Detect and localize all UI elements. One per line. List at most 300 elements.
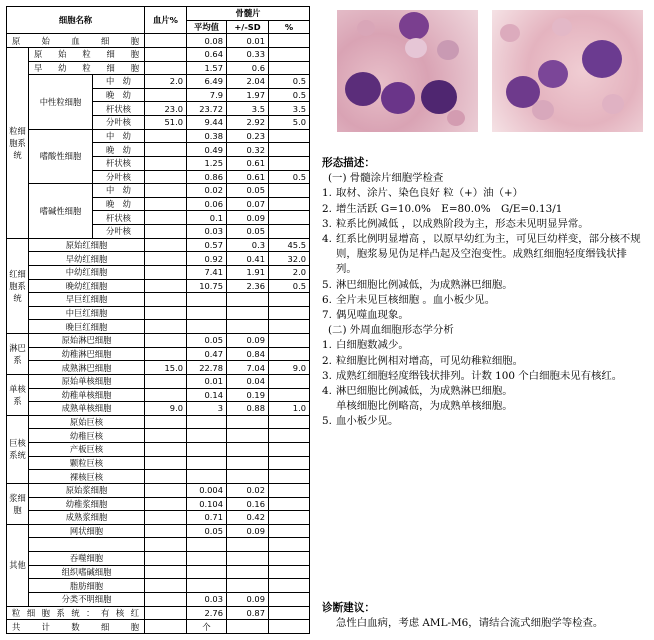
pct-value [269, 538, 310, 552]
marrow-header: 骨髓片 [187, 7, 310, 21]
mean-value: 0.03 [187, 592, 227, 606]
blood-pct-value [145, 238, 187, 252]
sd-value: 0.88 [227, 402, 269, 416]
cell-name: 产板巨核 [29, 443, 145, 457]
table-row [7, 47, 310, 61]
pct-value [269, 565, 310, 579]
finding-item [322, 232, 647, 278]
total-blood [145, 620, 187, 634]
cell-name: 原始巨核 [29, 415, 145, 429]
blood-pct-value [145, 388, 187, 402]
mean-value: 0.14 [187, 388, 227, 402]
sd-value [227, 565, 269, 579]
table-row [7, 293, 310, 307]
blood-pct-value: 2.0 [145, 75, 187, 89]
finding-text: 淋巴细胞比例减低，为成熟淋巴细胞。 [336, 278, 513, 291]
sd-value [227, 443, 269, 457]
table-row [7, 361, 310, 375]
blood-pct-value [145, 347, 187, 361]
mean-value [187, 456, 227, 470]
table-row [7, 402, 310, 416]
blood-pct-value [145, 415, 187, 429]
bone-marrow-micrograph-2 [492, 10, 643, 132]
blood-pct-value [145, 538, 187, 552]
cell-name: 中巨红细胞 [29, 306, 145, 320]
pct-value: 3.5 [269, 102, 310, 116]
finding-text: 粒系比例减低 ，以成熟阶段为主，形态未见明显异常。 [336, 217, 589, 230]
diagnosis-text: 急性白血病，考虑 AML-M6，请结合流式细胞学等检查。 [336, 617, 604, 629]
finding-text: 取材、涂片、染色良好 粒（+）油（+） [336, 187, 523, 200]
mean-value [187, 579, 227, 593]
cell-name: 裸核巨核 [29, 470, 145, 484]
finding-item [322, 414, 647, 429]
pct-value [269, 456, 310, 470]
blood-pct-value [145, 184, 187, 198]
pct-value: 0.5 [269, 279, 310, 293]
cell-name [29, 538, 145, 552]
cell-name: 幼稚淋巴细胞 [29, 347, 145, 361]
cell-name-header: 细胞名称 [7, 7, 145, 34]
cell-name: 吞噬细胞 [29, 552, 145, 566]
subcategory-label: 嗜酸性细胞 [29, 129, 93, 184]
blood-pct-value [145, 497, 187, 511]
cell-name: 幼稚巨核 [29, 429, 145, 443]
blood-pct-value [145, 565, 187, 579]
sd-value: 0.3 [227, 238, 269, 252]
sd-value: 2.92 [227, 116, 269, 130]
table-row [7, 592, 310, 606]
cell-name: 组织嗜碱细胞 [29, 565, 145, 579]
table-row [7, 265, 310, 279]
sd-header: +/-SD [227, 20, 269, 34]
category-label: 淋巴系 [7, 334, 29, 375]
total-unit: 个 [187, 620, 227, 634]
cell-name: 早幼红细胞 [29, 252, 145, 266]
blood-pct-value [145, 592, 187, 606]
cell-name: 幼稚单核细胞 [29, 388, 145, 402]
sd-value: 0.05 [227, 184, 269, 198]
ratio-row [7, 606, 310, 620]
sd-value [227, 470, 269, 484]
cell-name: 分叶核 [93, 170, 145, 184]
cell-name: 晚 幼 [93, 197, 145, 211]
sd-value: 0.01 [227, 34, 269, 48]
mean-value: 0.38 [187, 129, 227, 143]
total-label: 共 计 数 细 胞 [7, 620, 145, 634]
table-row [7, 347, 310, 361]
blood-pct-value [145, 252, 187, 266]
finding-text: 白细胞数减少。 [336, 339, 409, 352]
mean-value: 0.47 [187, 347, 227, 361]
cell-name: 杆状核 [93, 102, 145, 116]
sd-value [227, 415, 269, 429]
blood-pct-value [145, 552, 187, 566]
finding-text: 粒细胞比例相对增高，可见幼稚粒细胞。 [336, 354, 524, 367]
finding-text: 增生活跃 G=10.0% E=80.0% G/E=0.13/1 [336, 202, 563, 215]
sd-value: 0.33 [227, 47, 269, 61]
blood-pct-value [145, 293, 187, 307]
sd-value: 0.09 [227, 524, 269, 538]
category-label: 红细胞系统 [7, 238, 29, 333]
pct-value: 5.0 [269, 116, 310, 130]
cell-name: 原始红细胞 [29, 238, 145, 252]
pct-value: 2.0 [269, 265, 310, 279]
table-row [7, 334, 310, 348]
pct-value [269, 374, 310, 388]
table-row [7, 429, 310, 443]
table-row [7, 456, 310, 470]
blood-pct-value [145, 470, 187, 484]
table-row [7, 524, 310, 538]
cell-name: 中幼红细胞 [29, 265, 145, 279]
sd-value: 0.32 [227, 143, 269, 157]
finding-number: 4. [322, 385, 332, 398]
blood-pct-value [145, 429, 187, 443]
pct-value [269, 347, 310, 361]
finding-number: 5. [322, 278, 332, 291]
diagnosis-block [322, 601, 647, 631]
sd-value [227, 293, 269, 307]
pct-value [269, 34, 310, 48]
pct-value [269, 197, 310, 211]
blood-pct-header: 血片% [145, 7, 187, 34]
finding-number: 2. [322, 202, 332, 215]
cell-name: 原始浆细胞 [29, 483, 145, 497]
blood-pct-value [145, 334, 187, 348]
table-row [7, 61, 310, 75]
sd-value: 0.04 [227, 374, 269, 388]
blood-pct-value [145, 143, 187, 157]
pct-value [269, 61, 310, 75]
pct-value [269, 592, 310, 606]
table-row [7, 75, 310, 89]
pct-value [269, 429, 310, 443]
sd-value: 0.02 [227, 483, 269, 497]
sd-value: 0.09 [227, 211, 269, 225]
sd-value: 0.23 [227, 129, 269, 143]
pct-value [269, 306, 310, 320]
blood-pct-value: 15.0 [145, 361, 187, 375]
blood-pct-value [145, 61, 187, 75]
mean-value: 0.86 [187, 170, 227, 184]
mean-value: 0.004 [187, 483, 227, 497]
mean-value: 10.75 [187, 279, 227, 293]
blood-findings-list [322, 338, 647, 429]
blood-pct-value [145, 279, 187, 293]
sd-value: 3.5 [227, 102, 269, 116]
sd-value: 0.61 [227, 156, 269, 170]
finding-number: 3. [322, 217, 332, 230]
ratio-sd: 0.87 [227, 606, 269, 620]
sd-value [227, 306, 269, 320]
mean-value: 0.104 [187, 497, 227, 511]
category-label: 粒细胞系统 [7, 47, 29, 238]
table-row [7, 388, 310, 402]
blood-pct-value [145, 443, 187, 457]
finding-item [322, 369, 647, 384]
cell-name: 幼稚浆细胞 [29, 497, 145, 511]
finding-item [322, 354, 647, 369]
mean-value [187, 415, 227, 429]
mean-value [187, 320, 227, 334]
pct-value [269, 497, 310, 511]
pct-value [269, 388, 310, 402]
sd-value: 0.41 [227, 252, 269, 266]
finding-text: 红系比例明显增高 ，以原早幼红为主，可见巨幼样变，部分核不规则，胞浆易见伪足样凸起及空泡变性。成熟红细胞轻度缗钱状排列。 [336, 233, 641, 276]
mean-value [187, 538, 227, 552]
mean-value: 0.03 [187, 225, 227, 239]
blood-pct-value [145, 306, 187, 320]
mean-value: 0.49 [187, 143, 227, 157]
mean-value: 0.57 [187, 238, 227, 252]
finding-item [322, 399, 647, 414]
mean-value: 0.02 [187, 184, 227, 198]
cell-name: 杆状核 [93, 211, 145, 225]
finding-item [322, 186, 647, 201]
table-row [7, 511, 310, 525]
finding-item [322, 278, 647, 293]
total-pct [269, 620, 310, 634]
finding-number: 6. [322, 293, 332, 306]
sd-value: 1.97 [227, 88, 269, 102]
blood-pct-value [145, 34, 187, 48]
pct-value: 0.5 [269, 75, 310, 89]
blood-pct-value [145, 197, 187, 211]
subcategory-label: 中性粒细胞 [29, 75, 93, 130]
cell-name: 分叶核 [93, 116, 145, 130]
table-row [7, 34, 310, 48]
cell-name: 分类不明细胞 [29, 592, 145, 606]
sd-value: 2.04 [227, 75, 269, 89]
mean-value: 0.1 [187, 211, 227, 225]
finding-text: 单核细胞比例略高，为成熟单核细胞。 [336, 400, 513, 413]
mean-value [187, 470, 227, 484]
mean-value [187, 552, 227, 566]
blood-pct-value [145, 129, 187, 143]
mean-value: 22.78 [187, 361, 227, 375]
blood-pct-value [145, 211, 187, 225]
mean-value: 0.06 [187, 197, 227, 211]
cell-name: 原始淋巴细胞 [29, 334, 145, 348]
table-row [7, 579, 310, 593]
mean-value: 0.08 [187, 34, 227, 48]
sd-value: 0.09 [227, 334, 269, 348]
blood-section-heading: (二) 外周血细胞形态学分析 [328, 324, 454, 337]
finding-item [322, 308, 647, 323]
sd-value: 0.07 [227, 197, 269, 211]
pct-value [269, 129, 310, 143]
pct-value [269, 415, 310, 429]
cell-name: 原始单核细胞 [29, 374, 145, 388]
pct-value [269, 483, 310, 497]
table-row [7, 483, 310, 497]
cell-name: 早 幼 粒 细 胞 [29, 61, 145, 75]
cell-name: 杆状核 [93, 156, 145, 170]
blood-pct-value: 9.0 [145, 402, 187, 416]
finding-number: 3. [322, 369, 332, 382]
sd-value: 0.16 [227, 497, 269, 511]
sd-value [227, 538, 269, 552]
category-label: 浆细胞 [7, 483, 29, 524]
blood-pct-value [145, 320, 187, 334]
blood-pct-value [145, 456, 187, 470]
pct-header: % [269, 20, 310, 34]
mean-value [187, 293, 227, 307]
finding-number: 2. [322, 354, 332, 367]
subcategory-label: 嗜碱性细胞 [29, 184, 93, 239]
pct-value [269, 156, 310, 170]
cell-name: 晚幼红细胞 [29, 279, 145, 293]
total-row [7, 620, 310, 634]
mean-value: 3 [187, 402, 227, 416]
mean-value [187, 443, 227, 457]
pct-value: 0.5 [269, 88, 310, 102]
finding-number: 5. [322, 415, 332, 428]
mean-value: 23.72 [187, 102, 227, 116]
mean-value: 1.57 [187, 61, 227, 75]
finding-item [322, 202, 647, 217]
pct-value: 32.0 [269, 252, 310, 266]
finding-text: 成熟红细胞轻度缗钱状排列。计数 100 个白细胞未见有核红。 [336, 369, 623, 382]
mean-value [187, 429, 227, 443]
sd-value [227, 552, 269, 566]
cell-name: 晚 幼 [93, 143, 145, 157]
finding-number: 1. [322, 187, 332, 200]
morphology-description [322, 156, 647, 430]
pct-value [269, 443, 310, 457]
cell-name: 分叶核 [93, 225, 145, 239]
pct-value [269, 211, 310, 225]
pct-value: 1.0 [269, 402, 310, 416]
cell-name: 中 幼 [93, 184, 145, 198]
mean-value: 0.05 [187, 334, 227, 348]
ratio-pct [269, 606, 310, 620]
pct-value [269, 320, 310, 334]
pct-value [269, 470, 310, 484]
blood-pct-value [145, 170, 187, 184]
mean-value: 7.9 [187, 88, 227, 102]
category-label: 其他 [7, 524, 29, 606]
table-row [7, 565, 310, 579]
mean-value [187, 306, 227, 320]
ratio-blood [145, 606, 187, 620]
table-row [7, 320, 310, 334]
pct-value [269, 293, 310, 307]
mean-value: 6.49 [187, 75, 227, 89]
table-row [7, 279, 310, 293]
sd-value [227, 456, 269, 470]
category-label: 巨核系统 [7, 415, 29, 483]
cell-name: 原 始 血 细 胞 [7, 34, 145, 48]
sd-value: 0.61 [227, 170, 269, 184]
pct-value [269, 511, 310, 525]
blood-pct-value: 51.0 [145, 116, 187, 130]
sd-value [227, 579, 269, 593]
finding-number: 7. [322, 309, 332, 322]
pct-value: 45.5 [269, 238, 310, 252]
blood-pct-value [145, 524, 187, 538]
table-row [7, 252, 310, 266]
finding-text: 血小板少见。 [336, 415, 399, 428]
table-row [7, 538, 310, 552]
mean-value: 1.25 [187, 156, 227, 170]
category-label: 单核系 [7, 374, 29, 415]
mean-value: 7.41 [187, 265, 227, 279]
finding-item [322, 384, 647, 399]
cell-name: 晚 幼 [93, 88, 145, 102]
morphology-title: 形态描述： [322, 157, 375, 169]
blood-pct-value [145, 88, 187, 102]
mean-value: 9.44 [187, 116, 227, 130]
blood-pct-value [145, 374, 187, 388]
cell-name: 颗粒巨核 [29, 456, 145, 470]
total-sd [227, 620, 269, 634]
cell-name: 成熟淋巴细胞 [29, 361, 145, 375]
blood-pct-value [145, 47, 187, 61]
finding-number: 4. [322, 233, 332, 246]
table-row [7, 184, 310, 198]
cell-name: 脂肪细胞 [29, 579, 145, 593]
finding-text: 偶见噬血现象。 [336, 309, 409, 322]
mean-header: 平均值 [187, 20, 227, 34]
blood-pct-value [145, 511, 187, 525]
sd-value: 0.84 [227, 347, 269, 361]
sd-value: 7.04 [227, 361, 269, 375]
blood-pct-value [145, 265, 187, 279]
cell-name: 成熟浆细胞 [29, 511, 145, 525]
pct-value [269, 524, 310, 538]
blood-pct-value [145, 579, 187, 593]
cell-name: 早巨红细胞 [29, 293, 145, 307]
cell-name: 网状细胞 [29, 524, 145, 538]
pct-value [269, 47, 310, 61]
table-row [7, 415, 310, 429]
pct-value: 0.5 [269, 170, 310, 184]
mean-value [187, 565, 227, 579]
cell-name: 晚巨红细胞 [29, 320, 145, 334]
marrow-count-table [6, 6, 310, 634]
pct-value [269, 579, 310, 593]
mean-value: 0.71 [187, 511, 227, 525]
table-row [7, 443, 310, 457]
table-row [7, 306, 310, 320]
table-row [7, 470, 310, 484]
cell-name: 中 幼 [93, 129, 145, 143]
mean-value: 0.05 [187, 524, 227, 538]
blood-pct-value [145, 483, 187, 497]
bone-marrow-micrograph-1 [337, 10, 478, 132]
table-row [7, 129, 310, 143]
finding-text: 全片未见巨核细胞 。血小板少见。 [336, 293, 496, 306]
mean-value: 0.92 [187, 252, 227, 266]
table-row [7, 552, 310, 566]
table-row [7, 238, 310, 252]
finding-item [322, 338, 647, 353]
pct-value [269, 334, 310, 348]
sd-value: 1.91 [227, 265, 269, 279]
sd-value: 0.42 [227, 511, 269, 525]
sd-value [227, 429, 269, 443]
table-header-row [7, 7, 310, 21]
pct-value: 9.0 [269, 361, 310, 375]
sd-value: 0.19 [227, 388, 269, 402]
blood-pct-value: 23.0 [145, 102, 187, 116]
finding-item [322, 293, 647, 308]
cell-name: 原 始 粒 细 胞 [29, 47, 145, 61]
marrow-section-heading: (一) 骨髓涂片细胞学检查 [328, 172, 444, 185]
blood-pct-value [145, 156, 187, 170]
pct-value [269, 143, 310, 157]
